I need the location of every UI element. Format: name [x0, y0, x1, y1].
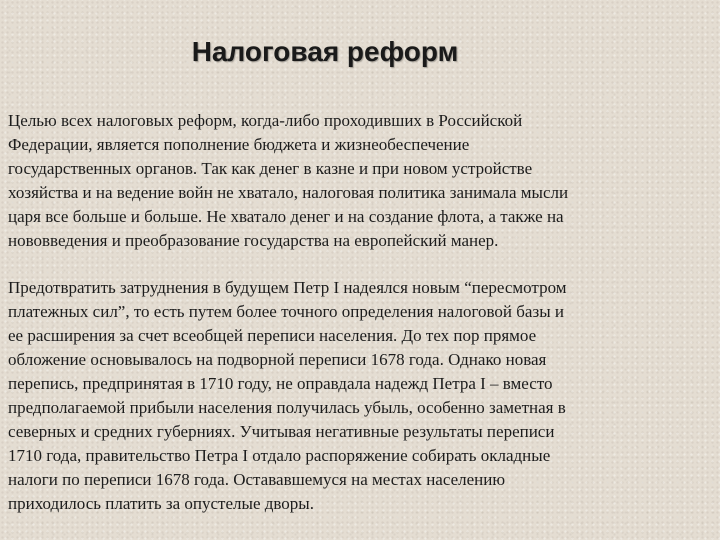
text-line: налоги по переписи 1678 года. Остававшемуся на местах населению [8, 470, 506, 489]
text-line: 1710 года, правительство Петра I отдало распоряжение собирать окладные [8, 446, 551, 465]
text-line: Федерации, является пополнение бюджета и жизнеобеспечение [8, 135, 470, 154]
paragraph-budget-purpose [8, 109, 708, 253]
text-line: северных и средних губерниях. Учитывая негативные результаты переписи [8, 422, 555, 441]
text-line: хозяйства и на ведение войн не хватало, налоговая политика занимала мысли [8, 183, 569, 202]
paragraph-census-reform [8, 276, 708, 516]
text-line: приходилось платить за опустелые дворы. [8, 494, 314, 513]
text-line: перепись, предпринятая в 1710 году, не оправдала надежд Петра I – вместо [8, 374, 553, 393]
text-line: ее расширения за счет всеобщей переписи населения. До тех пор прямое [8, 326, 537, 345]
text-line: царя все больше и больше. Не хватало денег и на создание флота, а также на [8, 207, 564, 226]
slide-title: Налоговая реформ [191, 36, 459, 67]
text-line: платежных сил”, то есть путем более точного определения налоговой базы и [8, 302, 564, 321]
text-line: Целью всех налоговых реформ, когда-либо проходивших в Российской [8, 111, 523, 130]
text-line: Предотвратить затруднения в будущем Петр I надеялся новым “пересмотром [8, 278, 567, 297]
text-line: государственных органов. Так как денег в казне и при новом устройстве [8, 159, 533, 178]
text-line: нововведения и преобразование государства на европейский манер. [8, 231, 499, 250]
text-line: обложение основывалось на подворной переписи 1678 года. Однако новая [8, 350, 547, 369]
text-line: предполагаемой прибыли населения получилась убыль, особенно заметная в [8, 398, 566, 417]
